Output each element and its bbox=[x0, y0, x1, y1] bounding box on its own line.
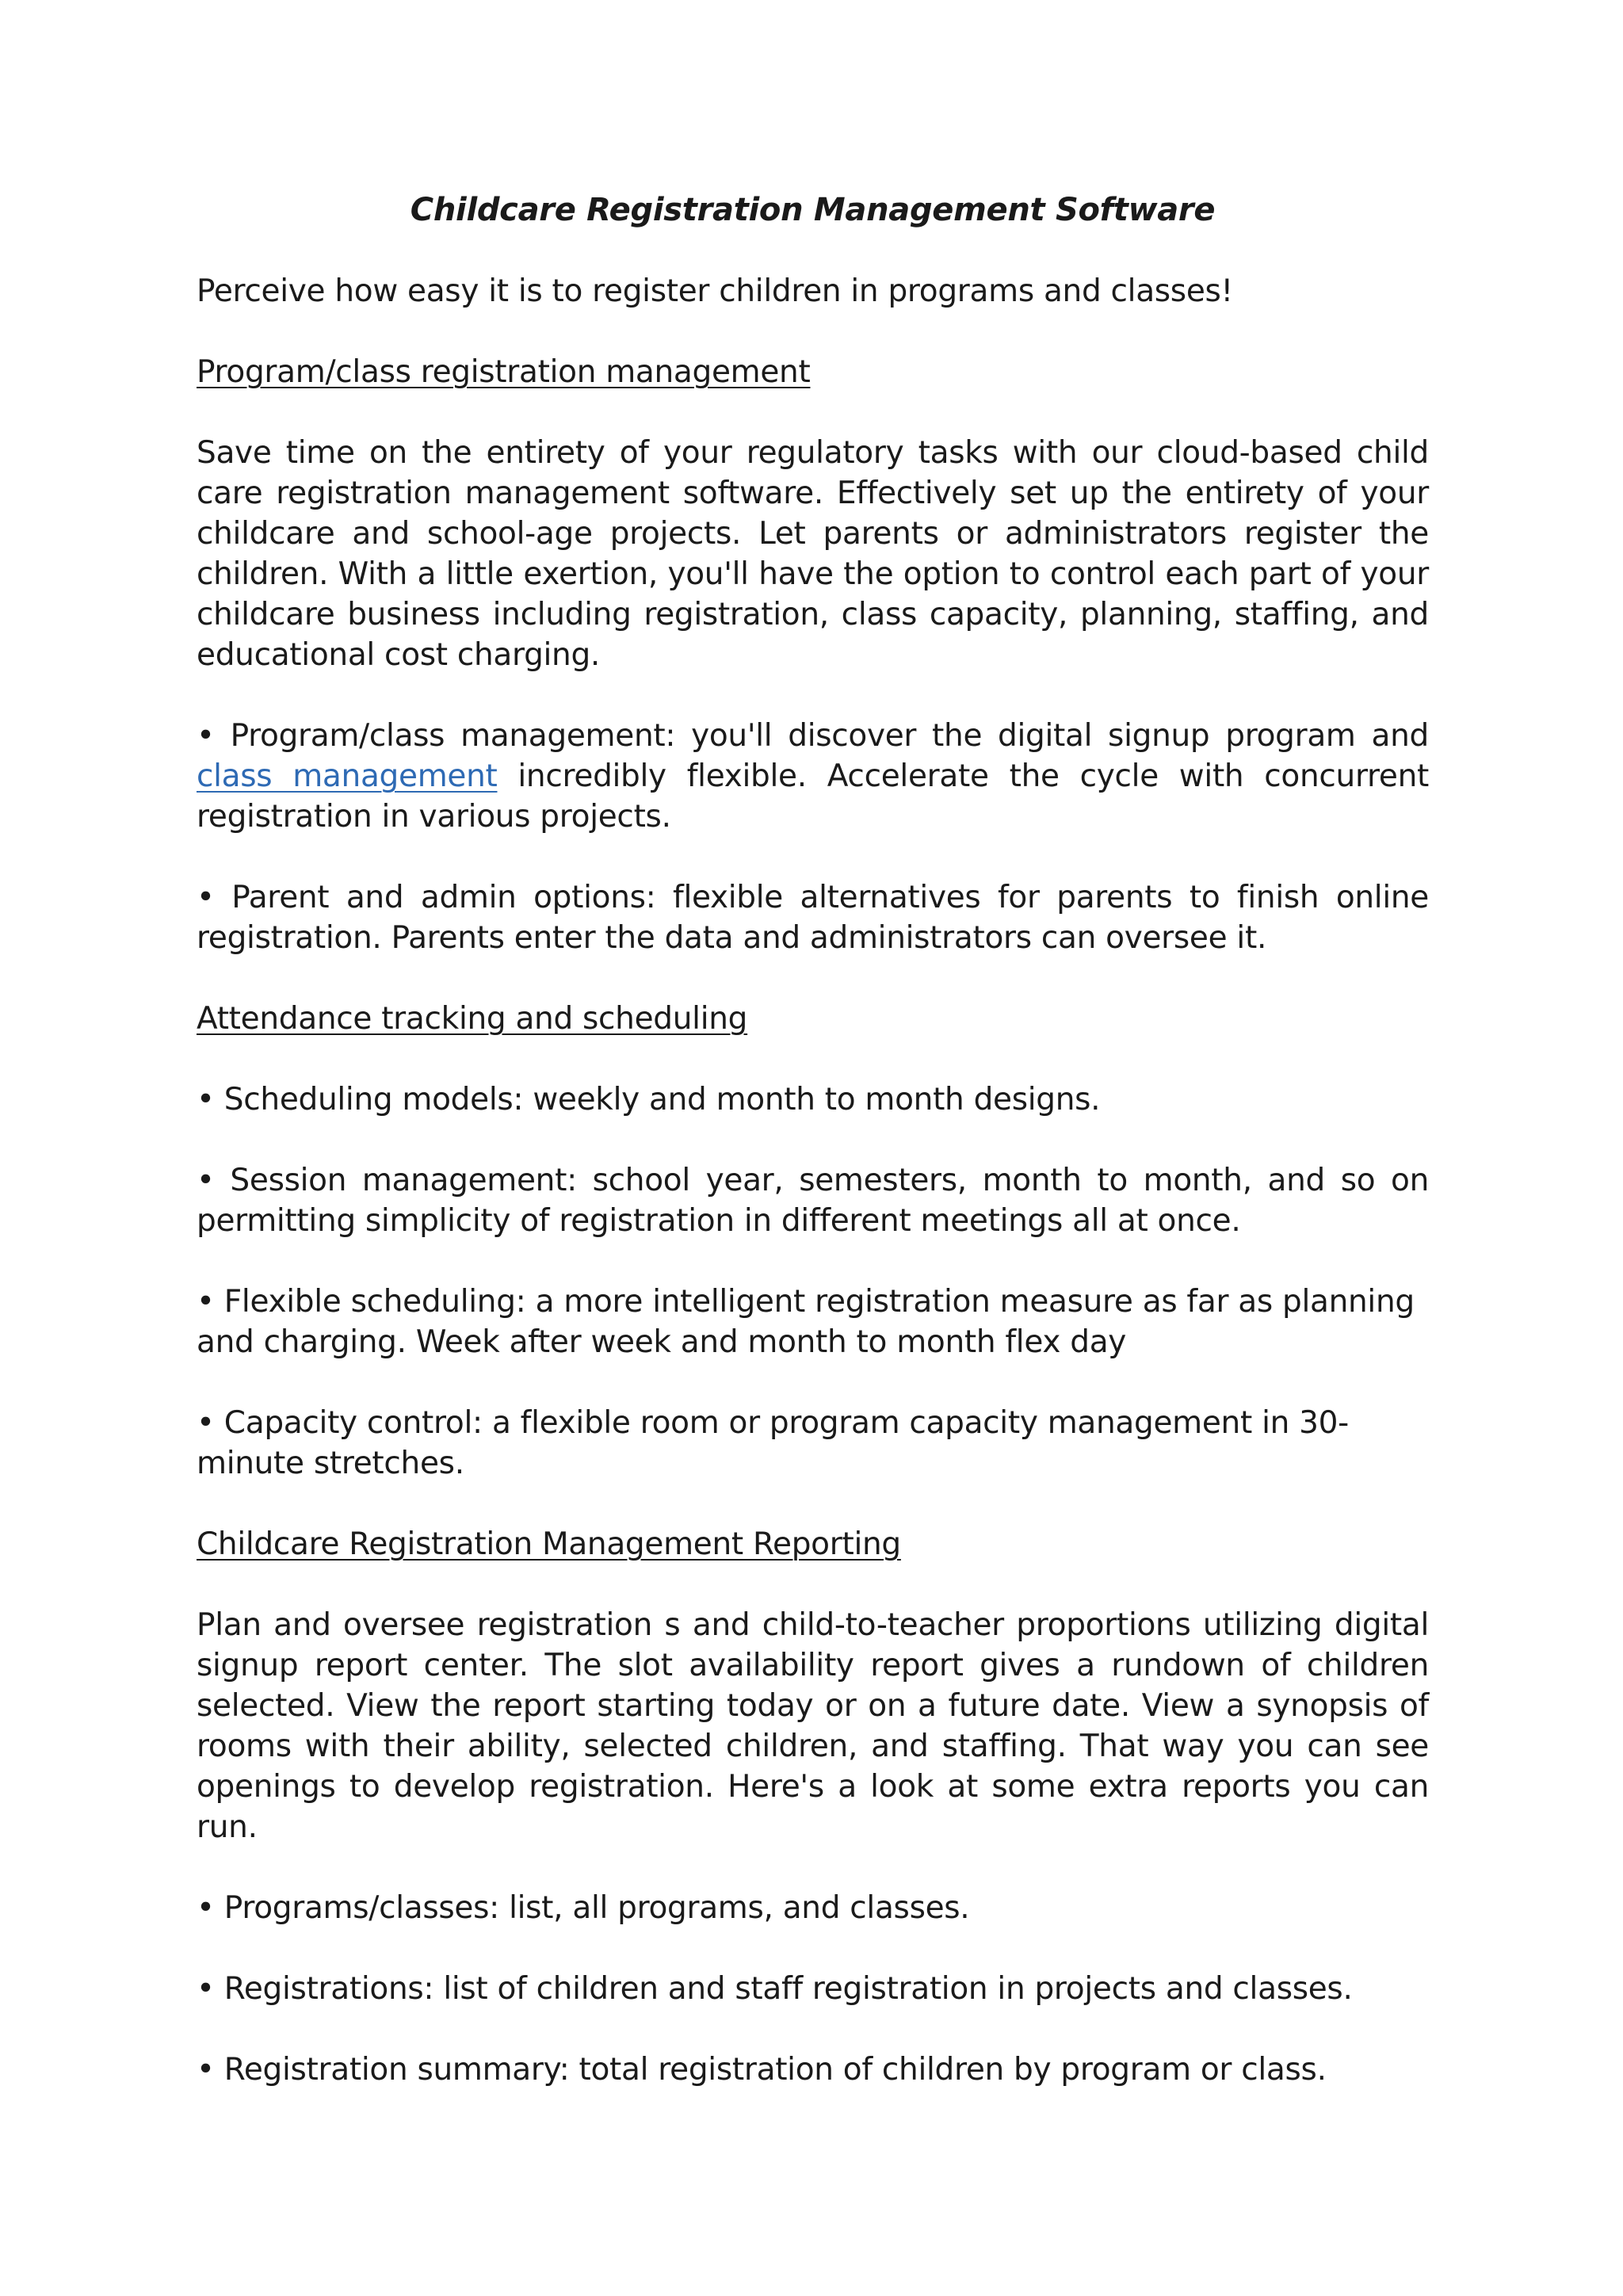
bullet-text-after-link: incredibly flexible. Accelerate the cycle with concurrent registration in various projects. bbox=[197, 758, 1429, 835]
bullet-session-management: • Session management: school year, semesters, month to month, and so on permitting simplicity of registration in different meetings all at once. bbox=[197, 1163, 1429, 1239]
document-body bbox=[197, 190, 1429, 2130]
bullet-registration-summary: • Registration summary: total registration of children by program or class. bbox=[197, 2052, 1327, 2088]
document-title: Childcare Registration Management Software bbox=[410, 192, 1216, 228]
bullet-flexible-scheduling: • Flexible scheduling: a more intelligent registration measure as far as planning and charging. Week after week and month to month flex day bbox=[197, 1284, 1415, 1360]
section-heading-text: Childcare Registration Management Reporting bbox=[197, 1526, 901, 1562]
intro-text: Perceive how easy it is to register children in programs and classes! bbox=[197, 273, 1233, 309]
bullet-programs-classes: • Programs/classes: list, all programs, and classes. bbox=[197, 1890, 970, 1926]
reporting-paragraph: Plan and oversee registration s and child-to-teacher proportions utilizing digital signup report center. The slot availability report gives a rundown of children selected. View the report starting today or on a future date. View a synopsis of rooms with their ability, selected children, and staffing. That way you can see openings to develop registration. Here's a look at some extra reports you can run. bbox=[197, 1607, 1429, 1845]
bullet-capacity-control: • Capacity control: a flexible room or program capacity management in 30-minute stretches. bbox=[197, 1405, 1349, 1481]
bullet-scheduling-models: • Scheduling models: weekly and month to month designs. bbox=[197, 1082, 1101, 1117]
class-management-link[interactable]: class management bbox=[197, 758, 498, 794]
section-heading-registration bbox=[197, 352, 1429, 392]
registration-paragraph: Save time on the entirety of your regulatory tasks with our cloud-based child care registration management software. Effectively set up the entirety of your childcare and school-age projects. Let parents or administrators register the children. With a little exertion, you'll have the option to control each part of your childcare business including registration, class capacity, planning, staffing, and educational cost charging. bbox=[197, 435, 1429, 673]
section-heading-reporting bbox=[197, 1524, 1429, 1564]
section-heading-text: Attendance tracking and scheduling bbox=[197, 1001, 748, 1037]
section-heading-text: Program/class registration management bbox=[197, 354, 811, 390]
bullet-program-class-management bbox=[197, 716, 1429, 837]
bullet-registrations: • Registrations: list of children and staff registration in projects and classes. bbox=[197, 1971, 1353, 2007]
section-heading-attendance bbox=[197, 999, 1429, 1039]
bullet-parent-admin-options: • Parent and admin options: flexible alternatives for parents to finish online registration. Parents enter the data and administrators can oversee it. bbox=[197, 880, 1429, 956]
bullet-text-before-link: • Program/class management: you'll discover the digital signup program and bbox=[197, 718, 1429, 754]
